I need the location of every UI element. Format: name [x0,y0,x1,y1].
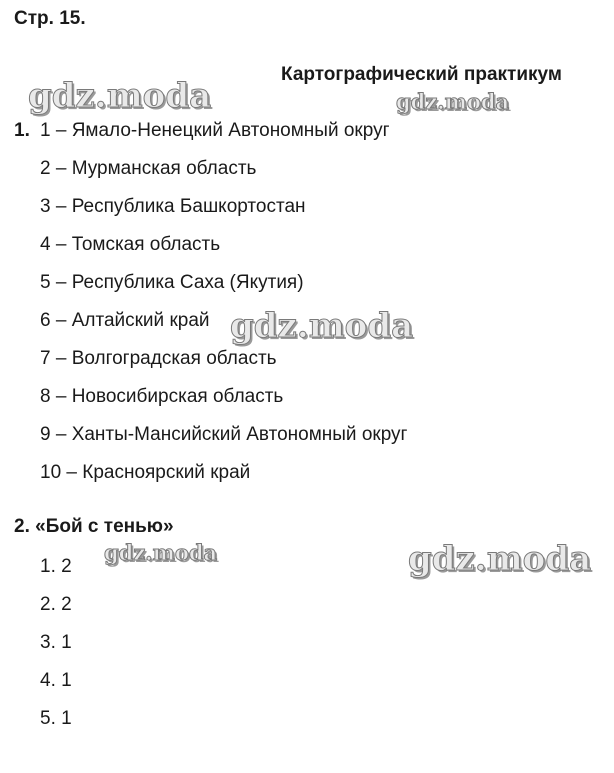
list-item: 8 – Новосибирская область [40,386,284,407]
watermark: gdz.moda [28,76,212,116]
answer-item: 1. 2 [40,556,72,577]
list-item: 7 – Волгоградская область [40,348,277,369]
list-item: 5 – Республика Саха (Якутия) [40,272,304,293]
watermark: gdz.moda [230,306,414,346]
answer-item: 3. 1 [40,632,72,653]
answer-item: 5. 1 [40,708,72,729]
list-item: 3 – Республика Башкортостан [40,196,306,217]
list-item: 9 – Ханты-Мансийский Автономный округ [40,424,408,445]
answer-item: 4. 1 [40,670,72,691]
list-item: 2 – Мурманская область [40,158,257,179]
watermark: gdz.moda [396,89,510,114]
answer-item: 2. 2 [40,594,72,615]
page-title: Картографический практикум [281,64,562,85]
list-item: 10 – Красноярский край [40,462,251,483]
watermark: gdz.moda [408,539,592,579]
list-item: 4 – Томская область [40,234,221,255]
section-1-number: 1. [14,120,30,141]
page-number: Стр. 15. [14,8,86,29]
watermark: gdz.moda [104,540,218,565]
list-item: 1 – Ямало-Ненецкий Автономный округ [40,120,390,141]
section-2-heading: 2. «Бой с тенью» [14,516,174,537]
list-item: 6 – Алтайский край [40,310,210,331]
